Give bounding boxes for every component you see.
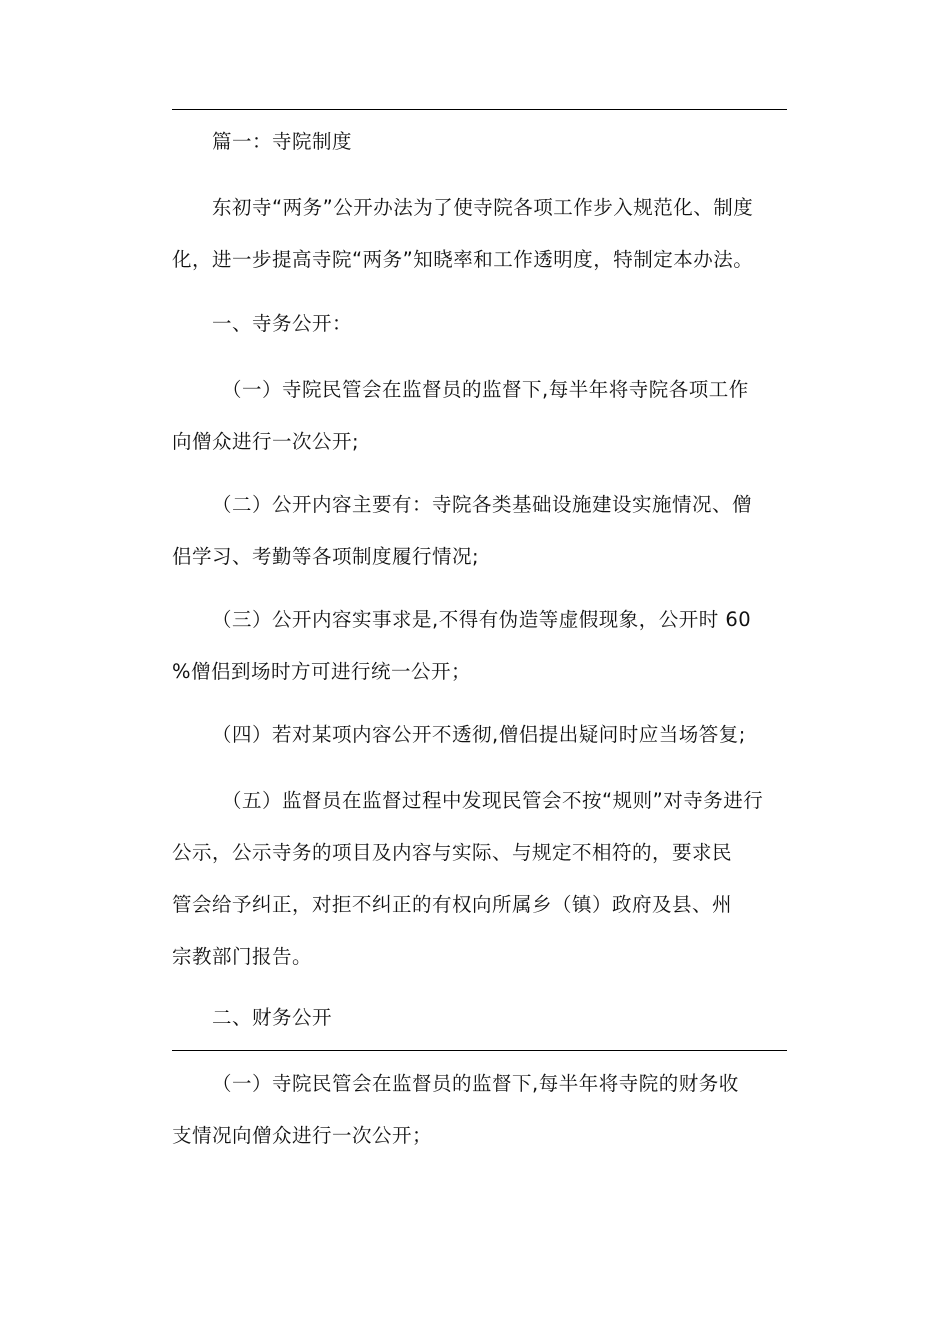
section-2-item-1-line-1: （一）寺院民管会在监督员的监督下,每半年将寺院的财务收 [212, 1072, 739, 1095]
intro-line-1: 东初寺“两务”公开办法为了使寺院各项工作步入规范化、制度 [212, 196, 754, 219]
item-2-line-1: （二）公开内容主要有：寺院各类基础设施建设实施情况、僧 [212, 493, 753, 516]
section-1-item-4 [172, 709, 787, 761]
item-1-line-2: 向僧众进行一次公开; [172, 430, 360, 453]
heading-text: 篇一：寺院制度 [212, 130, 353, 153]
item-5-line-3: 管会给予纠正，对拒不纠正的有权向所属乡（镇）政府及县、州 [172, 893, 733, 916]
document-heading [172, 116, 787, 168]
intro-line-2: 化，进一步提高寺院“两务”知晓率和工作透明度，特制定本办法。 [172, 248, 754, 271]
item-2-line-2: 侣学习、考勤等各项制度履行情况; [172, 545, 480, 568]
item-3-line-2: %僧侣到场时方可进行统一公开； [172, 660, 472, 683]
item-5-line-4: 宗教部门报告。 [172, 945, 313, 968]
header-rule [172, 109, 787, 110]
item-5-line-2: 公示，公示寺务的项目及内容与实际、与规定不相符的，要求民 [172, 841, 733, 864]
section-1-item-3 [172, 594, 787, 698]
item-3-line-1: （三）公开内容实事求是,不得有伪造等虚假现象，公开时 60 [212, 608, 752, 631]
section-1-item-5 [172, 775, 787, 983]
section-2-title [172, 992, 787, 1044]
item-5-line-1: （五）监督员在监督过程中发现民管会不按“规则”对寺务进行 [222, 789, 764, 812]
intro-paragraph [172, 182, 787, 286]
section-1-item-1 [172, 364, 787, 468]
item-1-line-1: （一）寺院民管会在监督员的监督下,每半年将寺院各项工作 [222, 378, 749, 401]
section-1-title-text: 一、寺务公开： [212, 312, 353, 335]
item-4-line-1: （四）若对某项内容公开不透彻,僧侣提出疑问时应当场答复; [212, 723, 746, 746]
section-2-item-1-line-2: 支情况向僧众进行一次公开； [172, 1124, 433, 1147]
section-2-item-1 [172, 1058, 787, 1162]
section-1-title [172, 298, 787, 350]
section-1-item-2 [172, 479, 787, 583]
section-2-title-text: 二、财务公开 [212, 1006, 333, 1029]
footer-rule [172, 1050, 787, 1051]
